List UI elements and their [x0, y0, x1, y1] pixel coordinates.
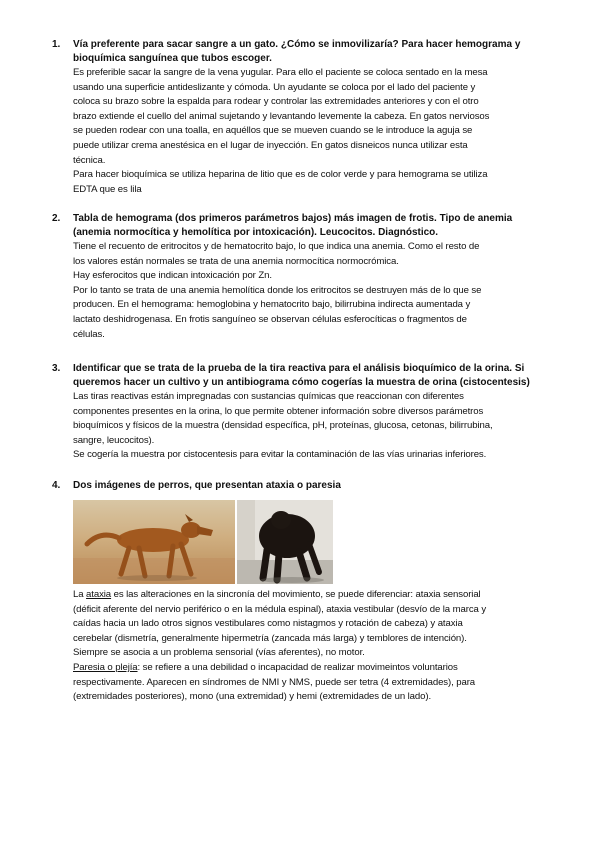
- answer-line: Se cogería la muestra por cistocentesis para evitar la contaminación de las vías urinarias inferiores.: [73, 449, 487, 461]
- answer-line: Hay esferocitos que indican intoxicación por Zn.: [73, 270, 272, 282]
- question-title-line: bioquímica sanguínea que tubos escoger.: [73, 53, 272, 64]
- question-content: [73, 362, 553, 463]
- dog-ataxia-image: [73, 500, 235, 584]
- answer-line: producen. En el hemograma: hemoglobina y hematocrito bajo, bilirrubina indirecta aumentada y: [73, 299, 471, 311]
- dog-paresia-photo: [237, 500, 333, 584]
- answer-line: Por lo tanto se trata de una anemia hemolítica donde los eritrocitos se destruyen más de lo que se: [73, 284, 482, 296]
- dog-ataxia-photo: [73, 500, 235, 584]
- answer-text: : se refiere a una debilidad o incapacidad de realizar movimeintos voluntarios: [137, 661, 458, 673]
- dog-photos: [73, 500, 333, 584]
- term-ataxia: ataxia: [86, 589, 112, 600]
- answer-line: bioquímicos y físicos de la muestra (densidad específica, pH, proteínas, glucosa, cetonas, bilirrubina,: [73, 420, 493, 432]
- answer-line: (déficit aferente del nervio periférico o en la médula espinal), ataxia vestibular (desvío de la marca y: [73, 603, 487, 615]
- answer-line: caídas hacia un lado otros signos vestibulares como nistagmos y rotación de cabeza) y ataxia: [73, 618, 463, 630]
- term-paresia: Paresia o plejía: [73, 661, 138, 673]
- question-content: [73, 38, 553, 197]
- dog-paresia-image: [237, 500, 333, 584]
- question-title-line: queremos hacer un cultivo y un antibiograma cómo cogerías la muestra de orina (cistocentesis): [73, 377, 530, 388]
- answer-line: Para hacer bioquímica se utiliza heparina de litio que es de color verde y para hemograma se utiliza: [73, 169, 488, 181]
- answer-content: [73, 588, 553, 705]
- answer-line: componentes presentes en la orina, lo que permite obtener información sobre diversos parámetros: [73, 405, 484, 417]
- answer-line-paresia-definition: [73, 661, 553, 676]
- answer-line: usando una superficie antideslizante y cómoda. Un ayudante se coloca por el lado del paciente y: [73, 81, 476, 93]
- question-title-line: Vía preferente para sacar sangre a un gato. ¿Cómo se inmovilizaría? Para hacer hemograma y: [73, 39, 521, 50]
- question-number: 3.: [52, 363, 61, 374]
- answer-line: se pueden rodear con una toalla, en aquéllos que se mueven cuando se le introduce la aguja se: [73, 125, 473, 137]
- answer-line: (extremidades posteriores), mono (una extremidad) y hemi (extremidades de un lado).: [73, 691, 432, 703]
- question-title-line: Identificar que se trata de la prueba de la tira reactiva para el análisis bioquímico de la orina. Si: [73, 363, 525, 374]
- question-number: 4.: [52, 480, 61, 491]
- question-content: [73, 212, 553, 342]
- question-title-line: (anemia normocítica y hemolítica por intoxicación). Leucocitos. Diagnóstico.: [73, 227, 439, 238]
- answer-line: EDTA que es lila: [73, 183, 142, 195]
- answer-line: Las tiras reactivas están impregnadas con sustancias químicas que reaccionan con diferentes: [73, 391, 464, 402]
- answer-line: células.: [73, 328, 105, 340]
- answer-line: respectivamente. Aparecen en síndromes de NMI y NMS, puede ser tetra (4 extremidades), para: [73, 676, 476, 688]
- answer-line: brazo extiende el cuello del animal sujetando y levantando levemente la cabeza. En gatos nerviosos: [73, 110, 490, 122]
- question-title-line: Tabla de hemograma (dos primeros parámetros bajos) más imagen de frotis. Tipo de anemia: [73, 213, 513, 224]
- answer-line: sangre, leucocitos).: [73, 434, 155, 446]
- answer-line: Tiene el recuento de eritrocitos y de hematocrito bajo, lo que indica una anemia. Como el resto de: [73, 241, 480, 252]
- answer-line: lactato deshidrogenasa. En frotis sanguíneo se observan células esferocíticas o fragmentos de: [73, 313, 467, 325]
- answer-line: técnica.: [73, 154, 106, 166]
- answer-line: Siempre se asocia a un problema sensorial (vías aferentes), no motor.: [73, 647, 365, 659]
- answer-line: puede utilizar crema anestésica en el lugar de inyección. En gatos disneicos nunca utilizar esta: [73, 139, 468, 151]
- answer-line-ataxia-definition: [73, 588, 553, 603]
- question-number: 2.: [52, 213, 61, 224]
- answer-text: La: [73, 589, 87, 600]
- answer-line: coloca su brazo sobre la espalda para rodear y controlar las extremidades anteriores y con el otro: [73, 96, 479, 108]
- question-number: 1.: [52, 39, 61, 50]
- answer-line: Es preferible sacar la sangre de la vena yugular. Para ello el paciente se coloca sentado en la mesa: [73, 67, 488, 78]
- question-title-line: Dos imágenes de perros, que presentan ataxia o paresia: [73, 480, 341, 491]
- answer-line: cerebelar (dismetría, generalmente hipermetría (zancada más larga) y temblores de intención).: [73, 632, 467, 644]
- answer-text: es las alteraciones en la sincronía del movimiento, se puede diferenciar: ataxia sensorial: [111, 589, 481, 600]
- question-content: [73, 479, 553, 493]
- answer-line: los valores están normales se trata de una anemia normocítica normocrómica.: [73, 255, 399, 267]
